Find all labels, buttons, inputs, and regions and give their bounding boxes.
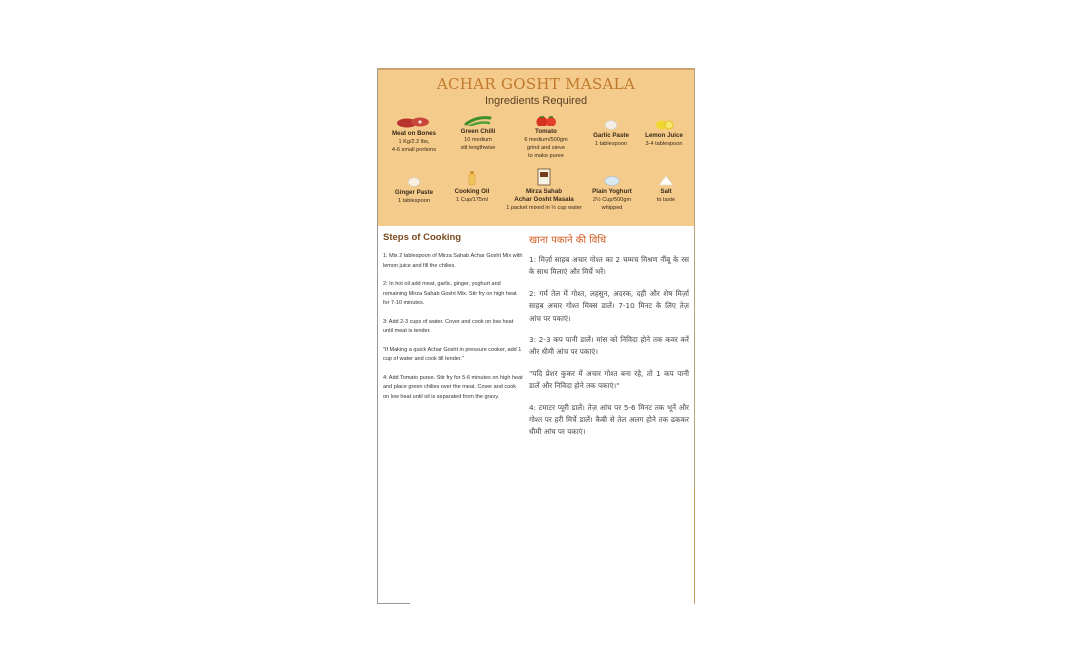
step-hi-4: 4: टमाटर प्यूरी डालें। तेज़ आंच पर 5-6 मिनट तक भूनें और गोश्त पर हरी मिर्चे डालें। कैबी से तेल अलग होने तक ढककर धीमी आंच पर पकाएं। [529, 402, 689, 437]
masala-packet-icon [537, 168, 551, 186]
step-hi-2: 2: गर्म तेल में गोश्त, लहसुन, अदरक, दही और शेष मिर्ज़ा साहब अचार गोश्त मिक्स डालें। 7-10 मिनट के लिए तेज़ आंच पर पकाएं। [529, 288, 689, 323]
steps-heading-hi: खाना पकाने की विधि [529, 235, 607, 246]
product-pack-panel [377, 68, 695, 604]
steps-heading-en: Steps of Cooking [383, 232, 462, 243]
step-en-3: 3: Add 2-3 cups of water. Cover and cook on low heat until meat is tender. [383, 318, 514, 334]
ingredient-plain-yoghurt: Plain Yoghurt 2½ Cup/500gm whipped [584, 174, 640, 212]
garlic-paste-icon [603, 118, 619, 130]
step-hi-note: "यदि प्रेशर कुकर में अचार गोश्त बना रहे, तो 1 कप पानी डालें और निविदा होने तक पकाएं।" [529, 368, 689, 391]
ginger-paste-icon [406, 175, 422, 187]
steps-english [383, 232, 523, 411]
ingredient-masala-packet: Mirza Sahab Achar Gosht Masala 1 packet mixed in ½ cup water [502, 168, 586, 212]
step-en-4: 4: Add Tomato puree. Stir fry for 5-6 minutes on high heat and place green chilies over the meat. Cover and cook on low heat until oil is separated from the gravy. [383, 374, 523, 400]
salt-icon [657, 174, 675, 186]
step-hi-1: 1: मिर्ज़ा साहब अचार गोश्त का 2 चम्मच मिश्रण नींबू के रस के साथ मिलाएं और मिर्चे भरें। [529, 255, 689, 277]
ingredient-tomato: Tomato 6 medium/500gm grind and sieve to make puree [513, 114, 579, 160]
ingredient-garlic-paste: Garlic Paste 1 tablespoon [583, 118, 639, 148]
yoghurt-icon [603, 174, 621, 186]
steps-hindi [529, 232, 689, 448]
oil-bottle-icon [466, 170, 478, 186]
step-hi-3: 3: 2-3 कप पानी डालें। मांस को निविदा होने तक कवर करें और धीमी आंच पर पकाएं। [529, 335, 689, 357]
ingredients-banner [378, 70, 694, 226]
ingredient-cooking-oil: Cooking Oil 1 Cup/175ml [444, 170, 500, 204]
step-en-1: 1: Mix 2 tablespoon of Mirza Sahab Achar Gosht Mix with lemon juice and fill the chilies. [383, 253, 523, 269]
meat-icon [394, 116, 434, 128]
bottom-edge-line [378, 603, 410, 604]
ingredient-lemon-juice: Lemon Juice 3-4 tablespoon [636, 118, 692, 148]
product-title: ACHAR GOSHT MASALA [436, 75, 636, 93]
ingredient-meat: Meat on Bones 1 Kg/2.2 lbs, 4-6 small portions [386, 116, 442, 154]
step-en-2: 2: In hot oil add meat, garlic, ginger, yoghurt and remaining Mirza Sahab Gosht Mix. Stir fry on high heat for 7-10 minutes. [383, 281, 517, 306]
right-edge-accent [694, 488, 695, 604]
ingredients-heading: Ingredients Required [484, 95, 588, 107]
ingredient-salt: Salt to taste [638, 174, 694, 204]
ingredient-ginger-paste: Ginger Paste 1 tablespoon [386, 175, 442, 205]
tomato-icon [532, 114, 560, 126]
step-en-note: "If Making a quick Achar Gosht in pressure cooker, add 1 cup of water and cook till tender." [383, 346, 522, 362]
chilli-icon [463, 114, 493, 126]
lemon-icon [653, 118, 675, 130]
ingredient-green-chilli: Green Chilli 10 medium slit lengthwise [450, 114, 506, 152]
